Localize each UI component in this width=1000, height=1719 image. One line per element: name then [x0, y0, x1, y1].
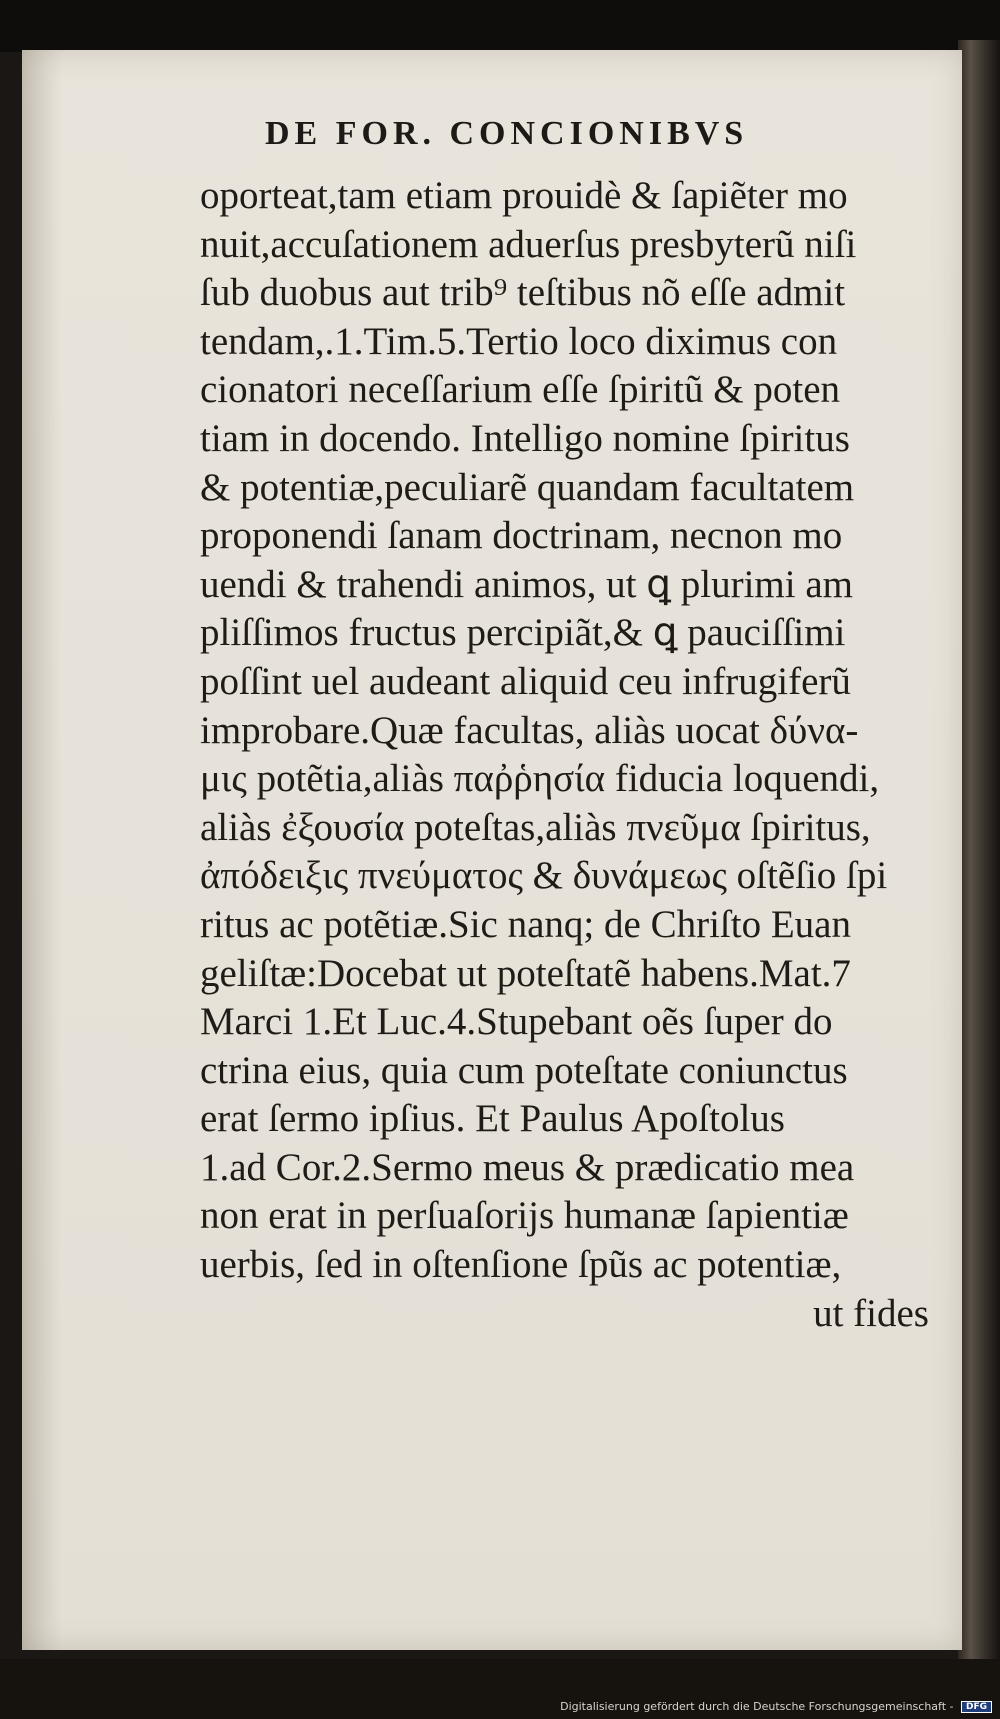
text-line: tendam,.1.Tim.5.Tertio loco diximus con	[200, 319, 838, 363]
text-line: non erat in perſuaſorijs humanæ ſapientiæ	[200, 1194, 849, 1238]
text-line: poſſint uel audeant aliquid ceu infrugiferũ	[200, 659, 851, 703]
text-line: ſub duobus aut trib⁹ teſtibus nõ eſſe admit	[200, 271, 846, 315]
catchword: ut fides	[813, 1291, 929, 1335]
text-line: uendi & trahendi animos, ut ꝗ plurimi am	[200, 562, 853, 606]
dfg-logo: DFG	[961, 1701, 992, 1713]
text-line: Marci 1.Et Luc.4.Stupebant oẽs ſuper do	[200, 1000, 833, 1044]
text-line: ctrina eius, quia cum poteſtate coniunctus	[200, 1048, 848, 1092]
text-line: oporteat,tam etiam prouidè & ſapiẽter mo	[200, 174, 848, 217]
text-line: improbare.Quæ facultas, aliàs uocat δύνα-	[200, 708, 859, 752]
text-line: cionatori neceſſarium eſſe ſpiritũ & poten	[200, 368, 841, 412]
text-line: tiam in docendo. Intelligo nomine ſpiritus	[200, 416, 850, 460]
text-line: erat ſermo ipſius. Et Paulus Apoſtolus	[200, 1097, 785, 1141]
body-text	[200, 172, 955, 1338]
text-line: geliſtæ:Docebat ut poteſtatẽ habens.Mat.7	[200, 951, 851, 995]
book-edge	[958, 40, 1000, 1680]
text-line: μις potẽtia,aliàs παῤῥησία fiducia loquendi,	[200, 757, 880, 801]
text-line: 1.ad Cor.2.Sermo meus & prædicatio mea	[200, 1145, 855, 1189]
text-line: nuit,accuſationem aduerſus presbyterũ niſi	[200, 222, 857, 266]
gutter-shade	[22, 50, 62, 1650]
text-line: aliàs ἐξουσία poteſtas,aliàs πνεῦμα ſpiritus,	[200, 805, 871, 849]
text-line: & potentiæ,peculiarẽ quandam facultatem	[200, 465, 855, 509]
credit-text: Digitalisierung gefördert durch die Deutsche Forschungsgemeinschaft -	[560, 1700, 954, 1713]
digitization-credit	[560, 1700, 992, 1713]
text-line: ἀπόδειξις πνεύματος & δυνάμεως oſtẽſio ſpi	[200, 854, 888, 898]
running-head: DE FOR. CONCIONIBVS	[265, 115, 749, 152]
text-line: proponendi ſanam doctrinam, necnon mo	[200, 514, 843, 558]
text-line: ritus ac potẽtiæ.Sic nanq; de Chriſto Euan	[200, 902, 851, 946]
text-line: pliſſimos fructus percipiãt,& ꝗ pauciſſimi	[200, 611, 846, 655]
text-line: uerbis, ſed in oſtenſione ſpũs ac potentiæ,	[200, 1243, 842, 1287]
scan-top-border	[0, 0, 1000, 52]
